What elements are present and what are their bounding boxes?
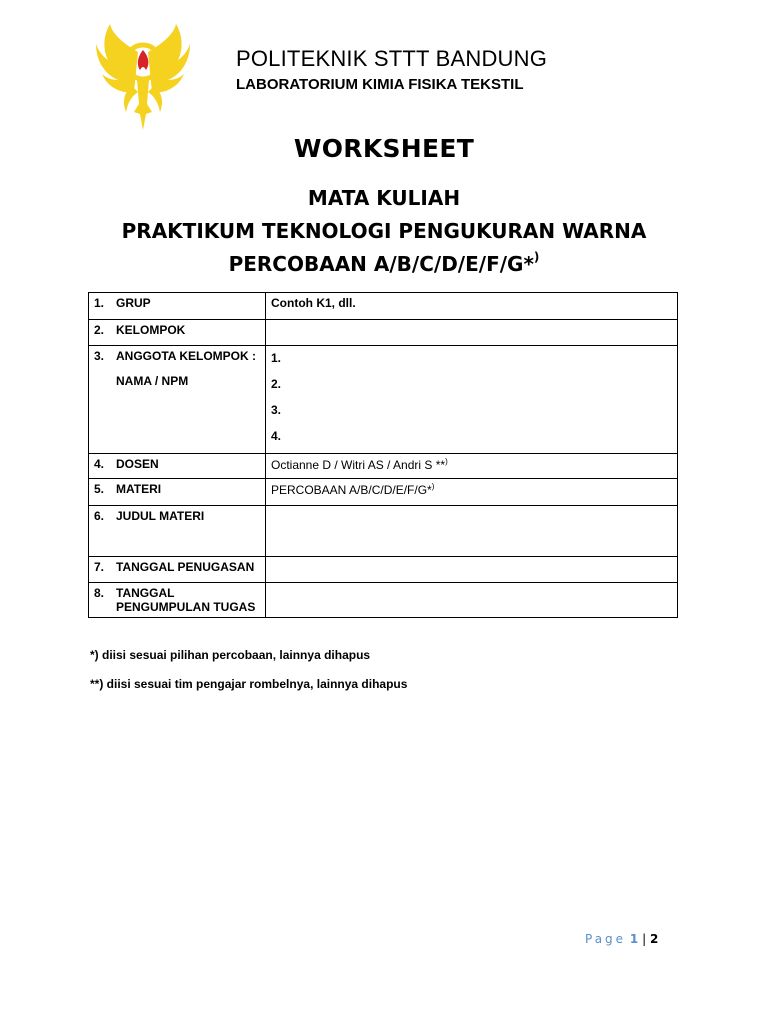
table-row bbox=[89, 506, 678, 557]
label-cell: 5. MATERI bbox=[89, 479, 266, 506]
member-line[interactable]: 3. bbox=[271, 403, 282, 417]
experiment-title: PERCOBAAN A/B/C/D/E/F/G*) bbox=[228, 250, 540, 276]
table-row bbox=[89, 293, 678, 320]
judul-materi-value-field[interactable] bbox=[266, 506, 678, 557]
field-label-materi: MATERI bbox=[116, 482, 162, 496]
footnote-dosen: **) diisi sesuai tim pengajar rombelnya, lainnya dihapus bbox=[90, 677, 408, 691]
page-label: Page bbox=[585, 932, 627, 946]
table-row bbox=[89, 583, 678, 618]
worksheet-form-table bbox=[88, 292, 678, 618]
label-cell: 3. ANGGOTA KELOMPOK : NAMA / NPM bbox=[89, 346, 266, 454]
label-cell: 2. KELOMPOK bbox=[89, 320, 266, 346]
grup-value-field[interactable]: Contoh K1, dll. bbox=[266, 293, 678, 320]
worksheet-title: WORKSHEET bbox=[293, 134, 475, 163]
field-label-kelompok: KELOMPOK bbox=[116, 323, 186, 337]
field-label-grup: GRUP bbox=[116, 296, 151, 310]
field-label-anggota: ANGGOTA KELOMPOK : bbox=[116, 349, 256, 363]
field-label-pengumpulan-tugas: PENGUMPULAN TUGAS bbox=[116, 600, 256, 614]
laboratory-name: LABORATORIUM KIMIA FISIKA TEKSTIL bbox=[236, 76, 524, 93]
materi-footnote-mark: ) bbox=[431, 482, 435, 491]
materi-value-field[interactable]: PERCOBAAN A/B/C/D/E/F/G*) bbox=[266, 479, 678, 506]
experiment-footnote-mark: ) bbox=[533, 250, 540, 265]
total-pages: 2 bbox=[649, 932, 659, 946]
kelompok-value-field[interactable] bbox=[266, 320, 678, 346]
course-name: PRAKTIKUM TEKNOLOGI PENGUKURAN WARNA bbox=[121, 219, 647, 243]
table-row bbox=[89, 557, 678, 583]
table-row bbox=[89, 454, 678, 479]
label-cell: 6. JUDUL MATERI bbox=[89, 506, 266, 557]
anggota-value-field[interactable] bbox=[266, 346, 678, 454]
dosen-footnote-mark: ) bbox=[445, 457, 448, 466]
institution-name: POLITEKNIK STTT BANDUNG bbox=[236, 46, 548, 71]
member-line[interactable]: 4. bbox=[271, 429, 282, 443]
table-row bbox=[89, 479, 678, 506]
label-cell: 4. DOSEN bbox=[89, 454, 266, 479]
field-label-dosen: DOSEN bbox=[116, 457, 159, 471]
member-line[interactable]: 1. bbox=[271, 351, 282, 365]
member-line[interactable]: 2. bbox=[271, 377, 282, 391]
label-cell: 1. GRUP bbox=[89, 293, 266, 320]
label-cell: 8. TANGGAL PENGUMPULAN TUGAS bbox=[89, 583, 266, 618]
field-sublabel-nama-npm: NAMA / NPM bbox=[116, 374, 189, 388]
field-label-judul-materi: JUDUL MATERI bbox=[116, 509, 205, 523]
page-separator: | bbox=[642, 932, 647, 946]
field-label-tanggal: TANGGAL bbox=[116, 586, 175, 600]
tanggal-pengumpulan-value-field[interactable] bbox=[266, 583, 678, 618]
dosen-value-field[interactable]: Octianne D / Witri AS / Andri S **) bbox=[266, 454, 678, 479]
table-row bbox=[89, 346, 678, 454]
table-row bbox=[89, 320, 678, 346]
footnote-percobaan: *) diisi sesuai pilihan percobaan, lainnya dihapus bbox=[90, 648, 371, 662]
label-cell: 7. TANGGAL PENUGASAN bbox=[89, 557, 266, 583]
institution-logo bbox=[94, 22, 192, 132]
page-number bbox=[585, 932, 658, 946]
field-label-tanggal-penugasan: TANGGAL PENUGASAN bbox=[116, 560, 255, 574]
course-label: MATA KULIAH bbox=[307, 186, 461, 210]
current-page: 1 bbox=[629, 932, 639, 946]
tanggal-penugasan-value-field[interactable] bbox=[266, 557, 678, 583]
